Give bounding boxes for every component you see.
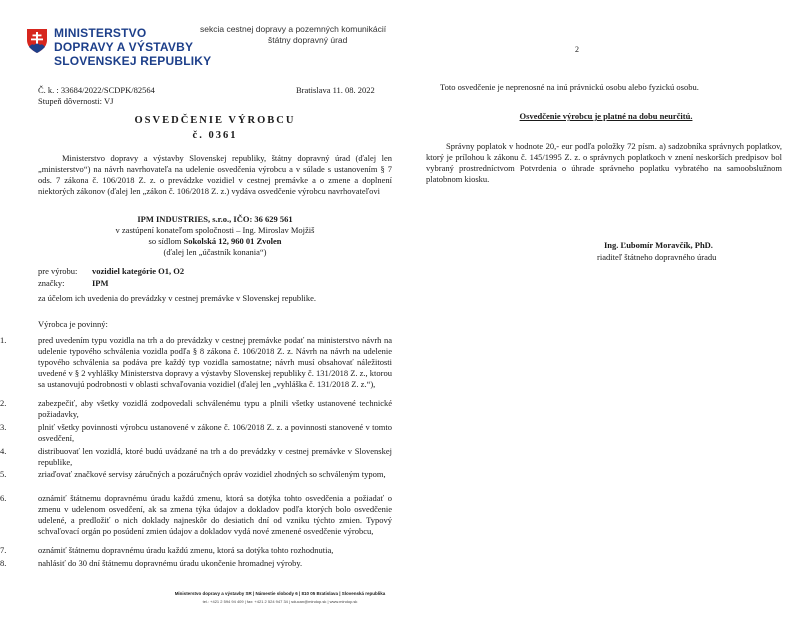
for-production-label: pre výrobu: (38, 266, 78, 276)
ministry-name-line1: MINISTERSTVO (54, 26, 147, 40)
confidentiality-level: Stupeň dôvernosti: VJ (38, 96, 114, 106)
obligation-number: 2. (0, 398, 7, 408)
obligation-number: 1. (0, 335, 7, 345)
company-name: IPM INDUSTRIES, s.r.o., IČO: 36 629 561 (137, 214, 293, 224)
company-seat (38, 236, 392, 247)
obligation-text: pred uvedením typu vozidla na trh a do prevádzky v cestnej premávke podať na ministerstvo návrh na udelenie typového schválenia vozidla podľa § 8 zákona č. 106/2018 Z. z. Návrh na návrh na udelenie typového schválenia sa podáva pre každý typ vozidla samostatne; návrh musí obsahovať náležitosti uvedené v § 2 vyhlášky Ministerstva dopravy a výstavby Slovenskej republiky č. 131/2018 Z. z., ktorou sa ustanovujú podrobnosti v oblasti schvaľovania vozidiel (ďalej len „vyhláška č. 131/2018 Z. z.“), (38, 335, 392, 389)
non-transferable-note: Toto osvedčenie je neprenosné na inú právnickú osobu alebo fyzickú osobu. (440, 82, 699, 92)
obligation-number: 7. (0, 545, 7, 555)
obligation-item (0, 398, 392, 420)
obligation-text: distribuovať len vozidlá, ktoré budú uvádzané na trh a do prevádzky v cestnej premávke v Slovenskej republike, (38, 446, 392, 467)
obligation-text: zriaďovať značkové servisy záručných a pozáručných opráv vozidiel zhodných so schváleným typom, (38, 469, 386, 479)
obligation-item (0, 493, 392, 537)
company-seat-address: Sokolská 12, 960 01 Zvolen (183, 236, 282, 246)
reference-number: Č. k. : 33684/2022/SCDPK/82564 (38, 85, 155, 95)
company-representative: v zastúpení konateľom spoločnosti – Ing. Miroslav Mojžiš (115, 225, 315, 235)
obligation-number: 6. (0, 493, 7, 503)
obligation-text: oznámiť štátnemu dopravnému úradu každú zmenu, ktorá sa dotýka tohto osvedčenia a požiadať o zmenu v udelenom osvedčení, ak sa zmena týka údajov a dokladov podľa ktorých bolo osvedčenie udelené, a predložiť o nich doklady najneskôr do desiatich dní od vzniku týchto zmien. Typový schvaľovací orgán po posúdení zmien údajov a dokladov vydá nové zmenené osvedčenie výrobcu, (38, 493, 392, 536)
obligation-number: 8. (0, 558, 7, 568)
obligation-item (0, 545, 392, 556)
section-name: sekcia cestnej dopravy a pozemných komunikácií (200, 24, 387, 34)
signatory-role: riaditeľ štátneho dopravného úradu (597, 252, 717, 262)
office-name: štátny dopravný úrad (268, 35, 348, 45)
footer-address: Ministerstvo dopravy a výstavby SR | Námestie slobody 6 | 810 05 Bratislava | Slovenská republika (174, 591, 386, 596)
coat-of-arms-icon (26, 28, 48, 54)
signatory-name: Ing. Ľubomír Moravčík, PhD. (604, 240, 713, 250)
obligation-text: oznámiť štátnemu dopravnému úradu každú zmenu, ktorá sa dotýka tohto rozhodnutia, (38, 545, 334, 555)
footer-contacts: tel.: +421 2 594 94 409 | fax: +421 2 524 947 34 | sducan@mindop.sk | www.mindop.sk (202, 599, 358, 604)
company-alias: (ďalej len „účastník konania“) (163, 247, 267, 257)
intro-paragraph: Ministerstvo dopravy a výstavby Slovenskej republiky, štátny dopravný úrad (ďalej len „ministerstvo“) na návrh navrhovateľa na udelenie osvedčenia výrobcu a v súlade s ustanovením § 7 ods. 7 zákona č. 106/2018 Z. z. o prevádzke vozidiel v cestnej premávke a o zmene a doplnení niektorých zákonov (ďalej len „zákon č. 106/2018 Z. z.) vydáva osvedčenie výrobcu navrhovateľovi (38, 153, 392, 196)
brand-value: IPM (92, 278, 109, 288)
ministry-name-line3: SLOVENSKEJ REPUBLIKY (54, 54, 212, 68)
obligation-text: plniť všetky povinnosti výrobcu ustanovené v zákone č. 106/2018 Z. z. a povinnosti stanovené v tomto osvedčení, (38, 422, 392, 443)
obligation-item (0, 422, 392, 444)
company-seat-label: so sídlom (148, 236, 182, 246)
obligation-text: nahlásiť do 30 dní štátnemu dopravnému úradu ukončenie hromadnej výroby. (38, 558, 303, 568)
obligation-number: 4. (0, 446, 7, 456)
obligation-item (0, 335, 392, 390)
obligation-item (0, 558, 392, 569)
brand-label: značky: (38, 278, 65, 288)
obligation-text: zabezpečiť, aby všetky vozidlá zodpovedali schválenému typu a plnili všetky ustanovené technické požiadavky, (38, 398, 392, 419)
obligation-item (0, 469, 392, 480)
purpose-statement: za účelom ich uvedenia do prevádzky v cestnej premávke v Slovenskej republike. (38, 293, 317, 303)
obligations-heading: Výrobca je povinný: (38, 319, 108, 329)
page-number: 2 (575, 45, 579, 54)
obligation-item (0, 446, 392, 468)
obligation-number: 3. (0, 422, 7, 432)
place-date: Bratislava 11. 08. 2022 (296, 85, 375, 95)
ministry-name-line2: DOPRAVY A VÝSTAVBY (54, 40, 194, 54)
fee-paragraph: Správny poplatok v hodnote 20,- eur podľa položky 72 písm. a) sadzobníka správnych poplatkov, ktorý je prílohou k zákonu č. 145/1995 Z. z. o správnych poplatkoch v znení neskorších predpisov bol vybraný prostredníctvom Potvrdenia o úhrade správneho poplatku vybratého na samoobslužnom platobnom kiosku. (426, 141, 782, 184)
validity-statement: Osvedčenie výrobcu je platné na dobu neurčitú. (519, 111, 693, 121)
document-number: č. 0361 (192, 130, 238, 141)
for-production-value: vozidiel kategórie O1, O2 (92, 266, 185, 276)
obligation-number: 5. (0, 469, 7, 479)
document-title: OSVEDČENIE VÝROBCU (134, 115, 296, 126)
